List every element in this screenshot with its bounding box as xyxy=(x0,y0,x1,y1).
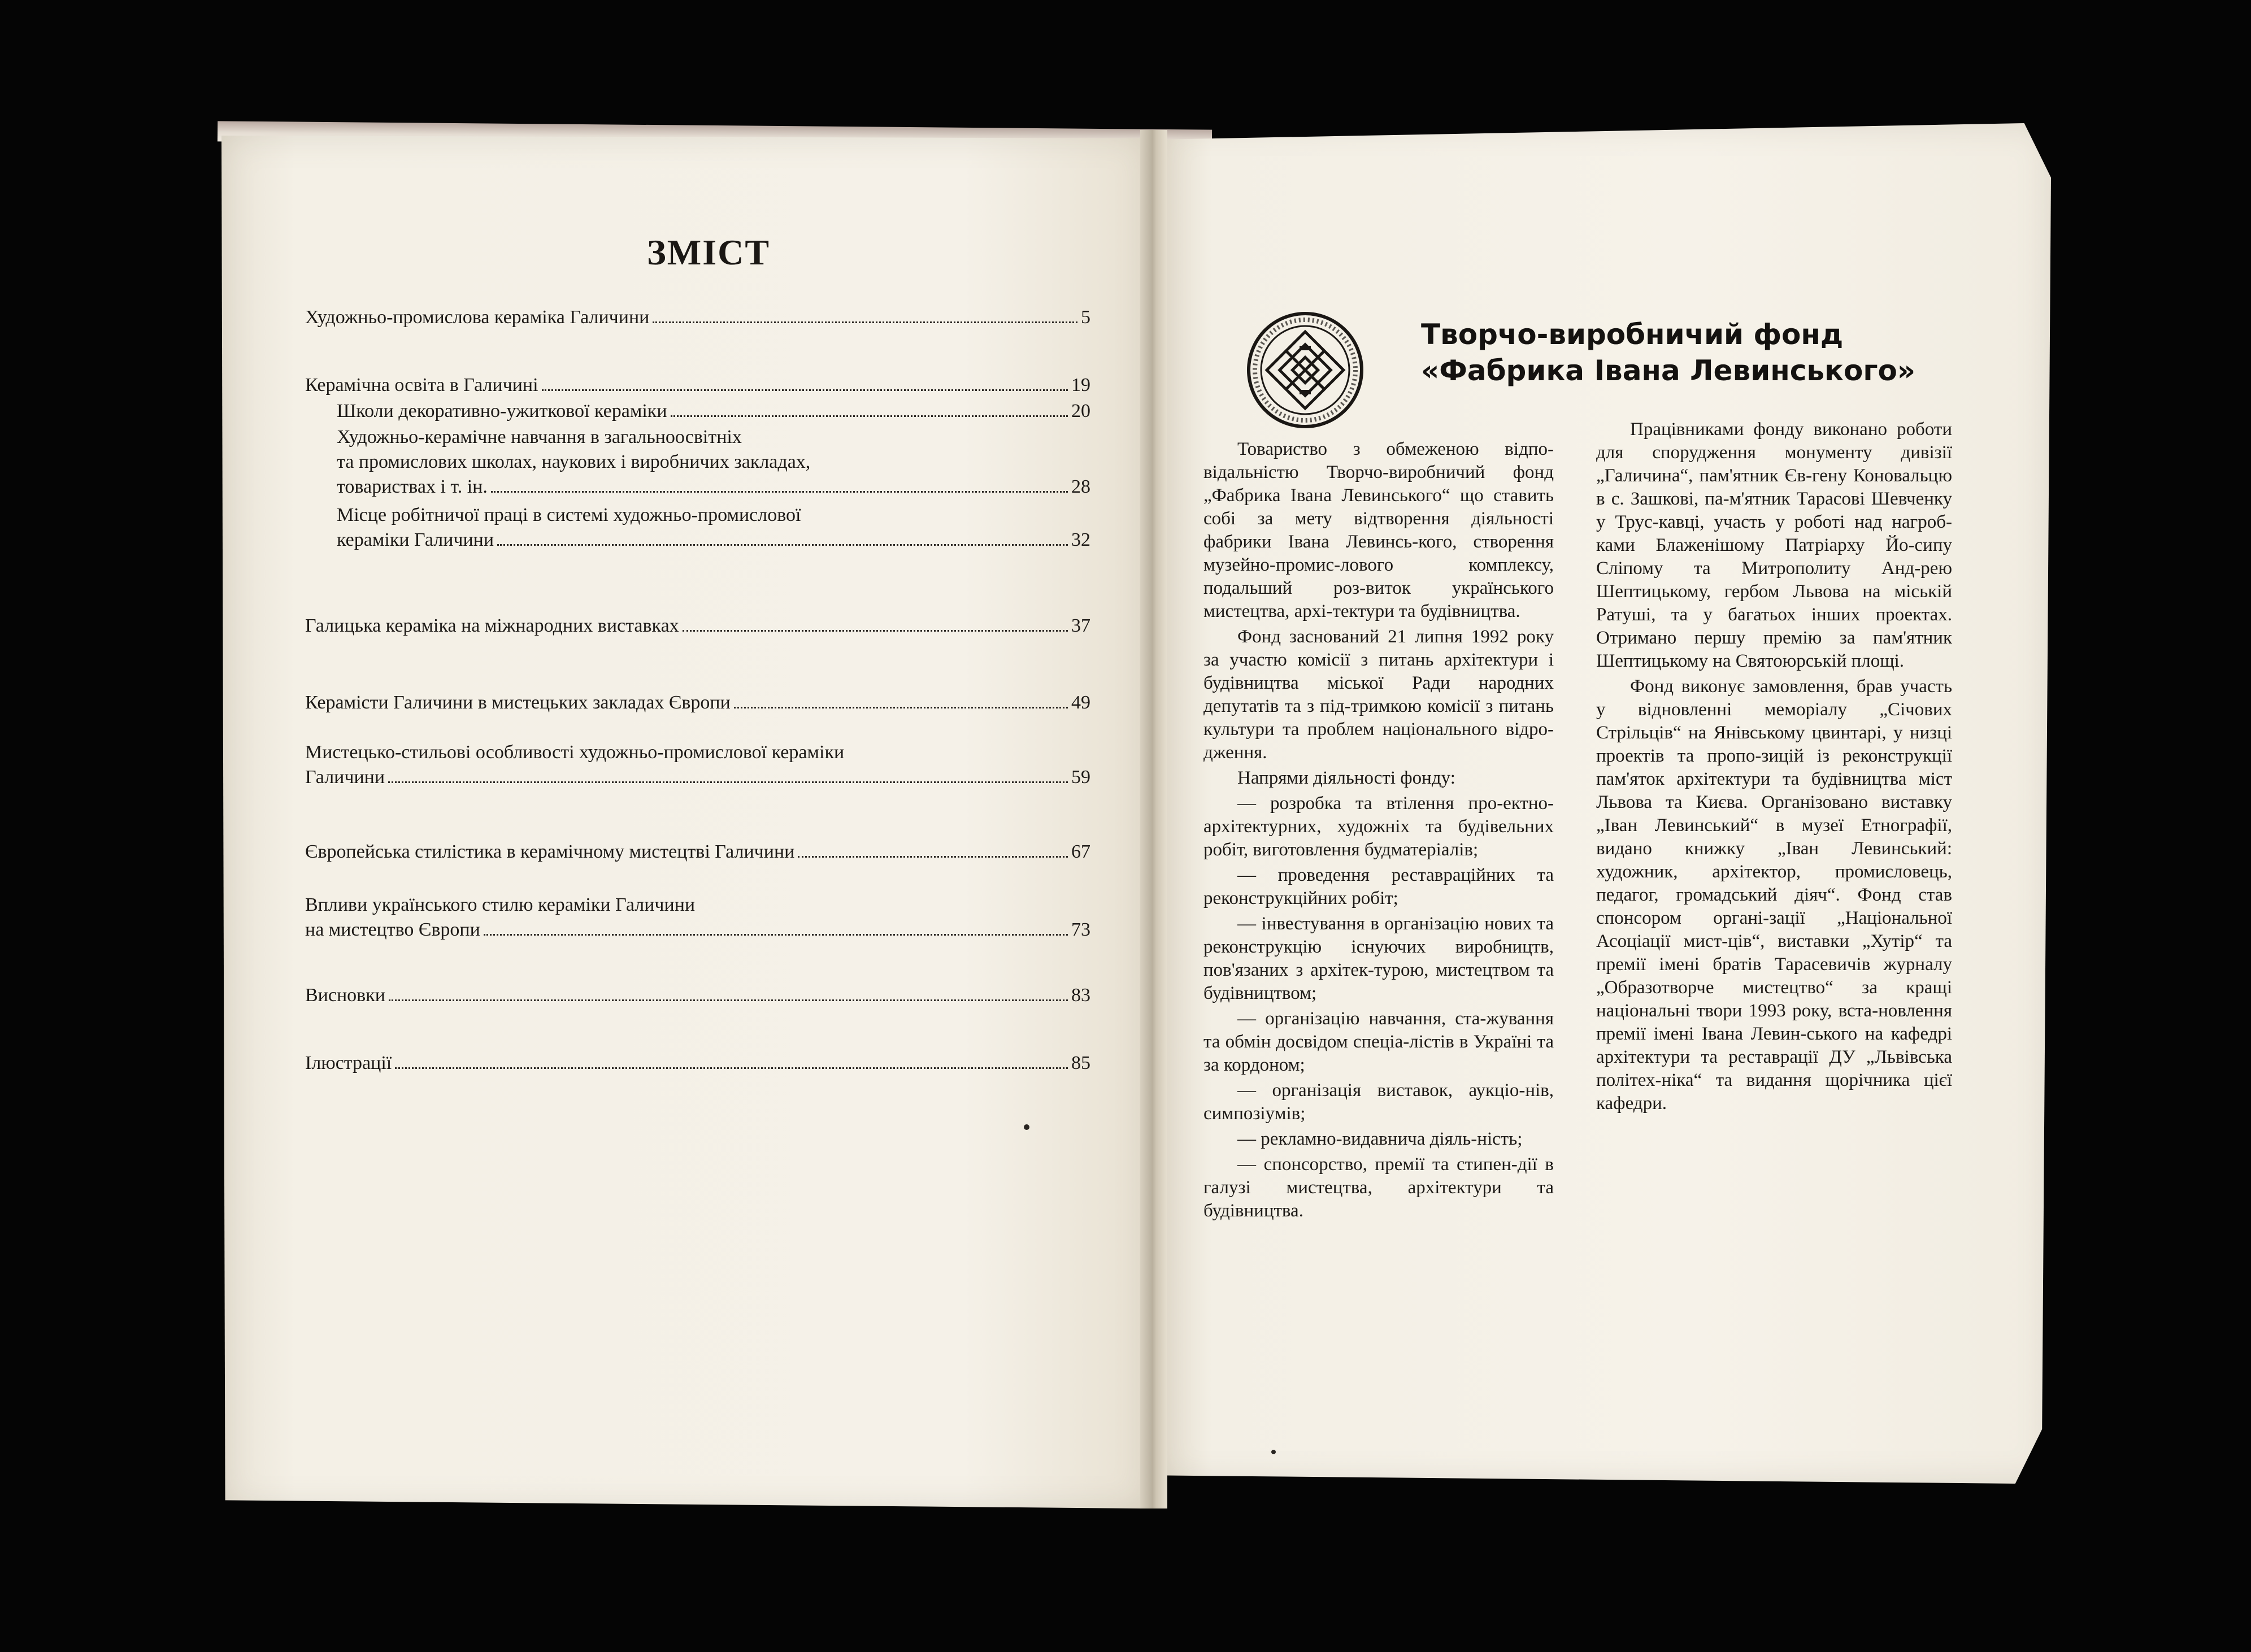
list-item: — проведення реставраційних та реконструкційних робіт; xyxy=(1203,865,1554,908)
fund-title xyxy=(1421,316,2031,389)
toc-entry-text: Галицька кераміка на міжнародних виставках xyxy=(305,615,679,636)
list-item: — інвестування в організацію нових та реконструкцію існуючих виробництв, пов'язаних з архітек-турою, мистецтвом та будівництвом; xyxy=(1203,914,1554,1003)
toc-entry-page: 28 xyxy=(1071,476,1090,497)
text-column-right xyxy=(1596,418,1952,1118)
toc-entry-text: Висновки xyxy=(305,985,385,1006)
toc-entry-page: 49 xyxy=(1071,692,1090,713)
fund-title-line1: Творчо-виробничий фонд xyxy=(1421,318,1844,351)
toc-entry-page: 67 xyxy=(1071,841,1090,862)
toc-subentry xyxy=(337,425,1090,499)
book-gutter xyxy=(1140,130,1167,1508)
toc-entry-page: 19 xyxy=(1071,375,1090,395)
toc-title: ЗМІСТ xyxy=(647,232,770,272)
fund-title-line2: «Фабрика Івана Левинського» xyxy=(1421,354,1916,387)
left-page xyxy=(221,136,1148,1508)
toc-entry-text: Керамічна освіта в Галичині xyxy=(305,375,538,395)
toc-entry-text-start: Місце робітничої праці в системі художньо-промислової xyxy=(337,505,801,525)
list-item: — організацію навчання, ста-жування та обмін досвідом спеціа-лістів в Україні та за кордоном; xyxy=(1203,1008,1554,1075)
paragraph: Фонд заснований 21 липня 1992 року за участю комісії з питань архітектури і будівництва міської Ради народних депутатів та з під-тримкою комісії з питань культури та проблем національного відро-дження. xyxy=(1203,627,1554,763)
toc-entry-text: Ілюстрації xyxy=(305,1053,392,1073)
print-speck xyxy=(1271,1450,1276,1454)
toc-entry-page: 5 xyxy=(1081,307,1090,328)
toc-entry-page: 32 xyxy=(1071,529,1090,550)
toc-entry-text: Керамісти Галичини в мистецьких закладах Європи xyxy=(305,692,731,713)
toc-entry-text: кераміки Галичини xyxy=(337,529,494,550)
text-column-left xyxy=(1203,438,1554,1225)
toc-entry xyxy=(305,893,1090,942)
paragraph: Фонд виконує замовлення, брав участь у відновленні меморіалу „Січових Стрільців“ на Янівському цвинтарі, у низці проектів та пропо-зицій із реконструкції пам'яток архітектури та будівництва міст Львова та Києва. Організовано виставку „Іван Левинський“ в музеї Етнографії, видано книжку „Іван Левинський: художник, архітектор, промисловець, педагог, громадський діяч“. Фонд став спонсором органі-зації „Національної Асоціації мист-ців“, виставки „Хутір“ та премії імені братів Тарасевичів журналу „Образотворче мистецтво“ за кращі національні твори 1993 року, вста-новлення премії імені Івана Левин-ського на кафедрі архітектури та реставрації ДУ „Львівська політех-ніка“ та видання щорічника цієї кафедри. xyxy=(1596,676,1952,1114)
list-item: — розробка та втілення про-ектно-архітектурних, художніх та будівельних робіт, виготовлення будматеріалів; xyxy=(1203,793,1554,860)
toc-entry-page: 37 xyxy=(1071,615,1090,636)
toc-entry xyxy=(305,1051,1090,1076)
list-item: — рекламно-видавнича діяль-ність; xyxy=(1237,1129,1523,1149)
list-item: — спонсорство, премії та стипен-дії в галузі мистецтва, архітектури та будівництва. xyxy=(1203,1154,1554,1221)
toc-entry-text-start: Художньо-керамічне навчання в загальноосвітніх та промислових школах, наукових і виробничих закладах, xyxy=(337,427,811,472)
toc-entry-text-start: Мистецько-стильові особливості художньо-промислової кераміки xyxy=(305,742,845,763)
toc-entry-page: 83 xyxy=(1071,985,1090,1006)
toc-entry-text: товариствах і т. ін. xyxy=(337,476,488,497)
toc-entry xyxy=(305,983,1090,1008)
toc-entry-text: Художньо-промислова кераміка Галичини xyxy=(305,307,650,328)
list-item: — організація виставок, аукціо-нів, симпозіумів; xyxy=(1203,1080,1554,1124)
toc-entry xyxy=(305,305,1090,330)
toc-entry-text-start: Впливи українського стилю кераміки Галичини xyxy=(305,894,696,915)
toc-entry xyxy=(305,373,1090,398)
paragraph: Товариство з обмеженою відпо-відальністю Творчо-виробничий фонд „Фабрика Івана Левинського“ що ставить собі за мету відтворення діяльності фабрики Івана Левинсь-кого, створення музейно-промис-лового комплексу, подальший роз-виток українського мистецтва, архі-тектури та будівництва. xyxy=(1203,439,1554,621)
toc-entry-page: 85 xyxy=(1071,1053,1090,1073)
toc-entry-text: Європейська стилістика в керамічному мистецтві Галичини xyxy=(305,841,795,862)
print-speck xyxy=(1024,1124,1029,1130)
toc-entry xyxy=(305,840,1090,864)
toc-entry-text: на мистецтво Європи xyxy=(305,919,480,940)
fund-seal-emblem-icon xyxy=(1246,311,1364,429)
toc-entry-page: 20 xyxy=(1071,401,1090,421)
paragraph: Напрями діяльності фонду: xyxy=(1237,768,1455,788)
toc-entry-text: Галичини xyxy=(305,767,385,788)
paragraph: Працівниками фонду виконано роботи для спорудження монументу дивізії „Галичина“, пам'ятник Єв-гену Коновальцю в с. Зашкові, па-м'ятник Тарасові Шевченку у Трус-кавці, участь у роботі над нагроб-ками Блаженішому Патріарху Йо-сипу Сліпому та Митрополиту Анд-рею Шептицькому, гербом Львова на міській Ратуші, та у багатьох інших проектах. Отримано першу премію за пам'ятник Шептицькому на Святоюрській площі. xyxy=(1596,419,1952,671)
toc-entry-text: Школи декоративно-ужиткової кераміки xyxy=(337,401,667,421)
toc-subentry xyxy=(337,399,1090,424)
toc-entry xyxy=(305,614,1090,638)
toc-entry-page: 73 xyxy=(1071,919,1090,940)
toc-subentry xyxy=(337,503,1090,553)
toc-entry xyxy=(305,740,1090,790)
toc-entry-page: 59 xyxy=(1071,767,1090,788)
toc-entry xyxy=(305,690,1090,715)
